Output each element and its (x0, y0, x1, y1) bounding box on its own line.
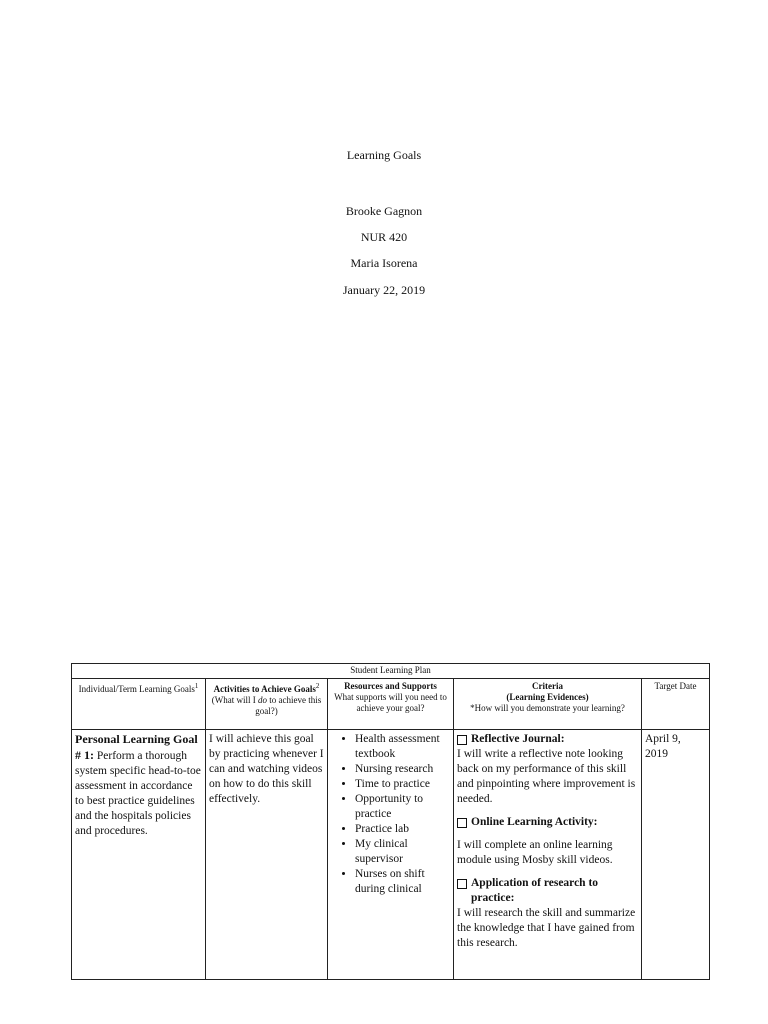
list-item: • Opportunity to practice (355, 792, 450, 822)
header-goals (72, 679, 206, 730)
header-target-date: Target Date (642, 679, 710, 730)
header-activities-sub-em: do (258, 695, 267, 705)
goal-cell (72, 730, 206, 980)
header-resources-label: Resources and Supports (344, 681, 437, 691)
checkbox-icon (457, 818, 467, 828)
criteria-heading: Application of research to practice: (471, 877, 599, 904)
resources-cell (328, 730, 454, 980)
course-code: NUR 420 (360, 230, 408, 244)
criteria-research-application (457, 876, 638, 951)
criteria-online-learning (457, 815, 638, 868)
checkbox-icon (457, 735, 467, 745)
table-caption: Student Learning Plan (72, 664, 710, 679)
header-activities-sub-b: to achieve this goal?) (255, 695, 322, 716)
table-row (72, 730, 710, 980)
header-goals-label: Individual/Term Learning Goals (78, 684, 195, 694)
activities-cell: I will achieve this goal by practicing whenever I can and watching videos on how to do this skill effectively. (206, 730, 328, 980)
document-title: Learning Goals (346, 148, 422, 162)
criteria-heading: Reflective Journal: (471, 733, 565, 745)
header-goals-footnote: 1 (194, 682, 199, 690)
header-criteria-label: Criteria (532, 681, 563, 691)
criteria-reflective-journal (457, 732, 638, 807)
header-criteria-sub: *How will you demonstrate your learning? (470, 703, 625, 713)
learning-plan-table (71, 663, 710, 980)
list-item: • Health assessment textbook (355, 732, 450, 762)
header-criteria-label-2: (Learning Evidences) (506, 692, 589, 702)
goal-title: Personal Learning Goal (75, 732, 198, 746)
criteria-cell (454, 730, 642, 980)
list-item: • My clinical supervisor (355, 837, 450, 867)
header-activities-label: Activities to Achieve Goals (213, 684, 316, 694)
list-item: • Practice lab (355, 822, 450, 837)
header-resources (328, 679, 454, 730)
author-name: Brooke Gagnon (345, 204, 423, 218)
target-date-cell: April 9, 2019 (642, 730, 710, 980)
table-header-row (72, 679, 710, 730)
instructor-name: Maria Isorena (350, 256, 418, 270)
criteria-heading: Online Learning Activity: (471, 816, 598, 828)
list-item: • Nursing research (355, 762, 450, 777)
goal-text: Perform a thorough system specific head-to-toe assessment in accordance to best practice guidelines and the hospitals policies and procedures. (75, 750, 201, 837)
list-item: • Time to practice (355, 777, 450, 792)
checkbox-icon (457, 879, 467, 889)
header-activities (206, 679, 328, 730)
resources-list (331, 732, 450, 897)
criteria-text: I will complete an online learning module using Mosby skill videos. (457, 839, 613, 866)
document-date: January 22, 2019 (342, 283, 426, 297)
goal-number: # 1: (75, 748, 94, 762)
header-resources-sub: What supports will you need to achieve your goal? (334, 692, 447, 713)
header-criteria (454, 679, 642, 730)
criteria-text: I will research the skill and summarize the knowledge that I have gained from this research. (457, 907, 636, 949)
header-activities-sub-a: (What will I (211, 695, 258, 705)
table-caption-row (72, 664, 710, 679)
criteria-text: I will write a reflective note looking back on my performance of this skill and pinpointing where improvement is needed. (457, 748, 636, 805)
header-activities-footnote: 2 (315, 682, 320, 690)
list-item: • Nurses on shift during clinical (355, 867, 450, 897)
